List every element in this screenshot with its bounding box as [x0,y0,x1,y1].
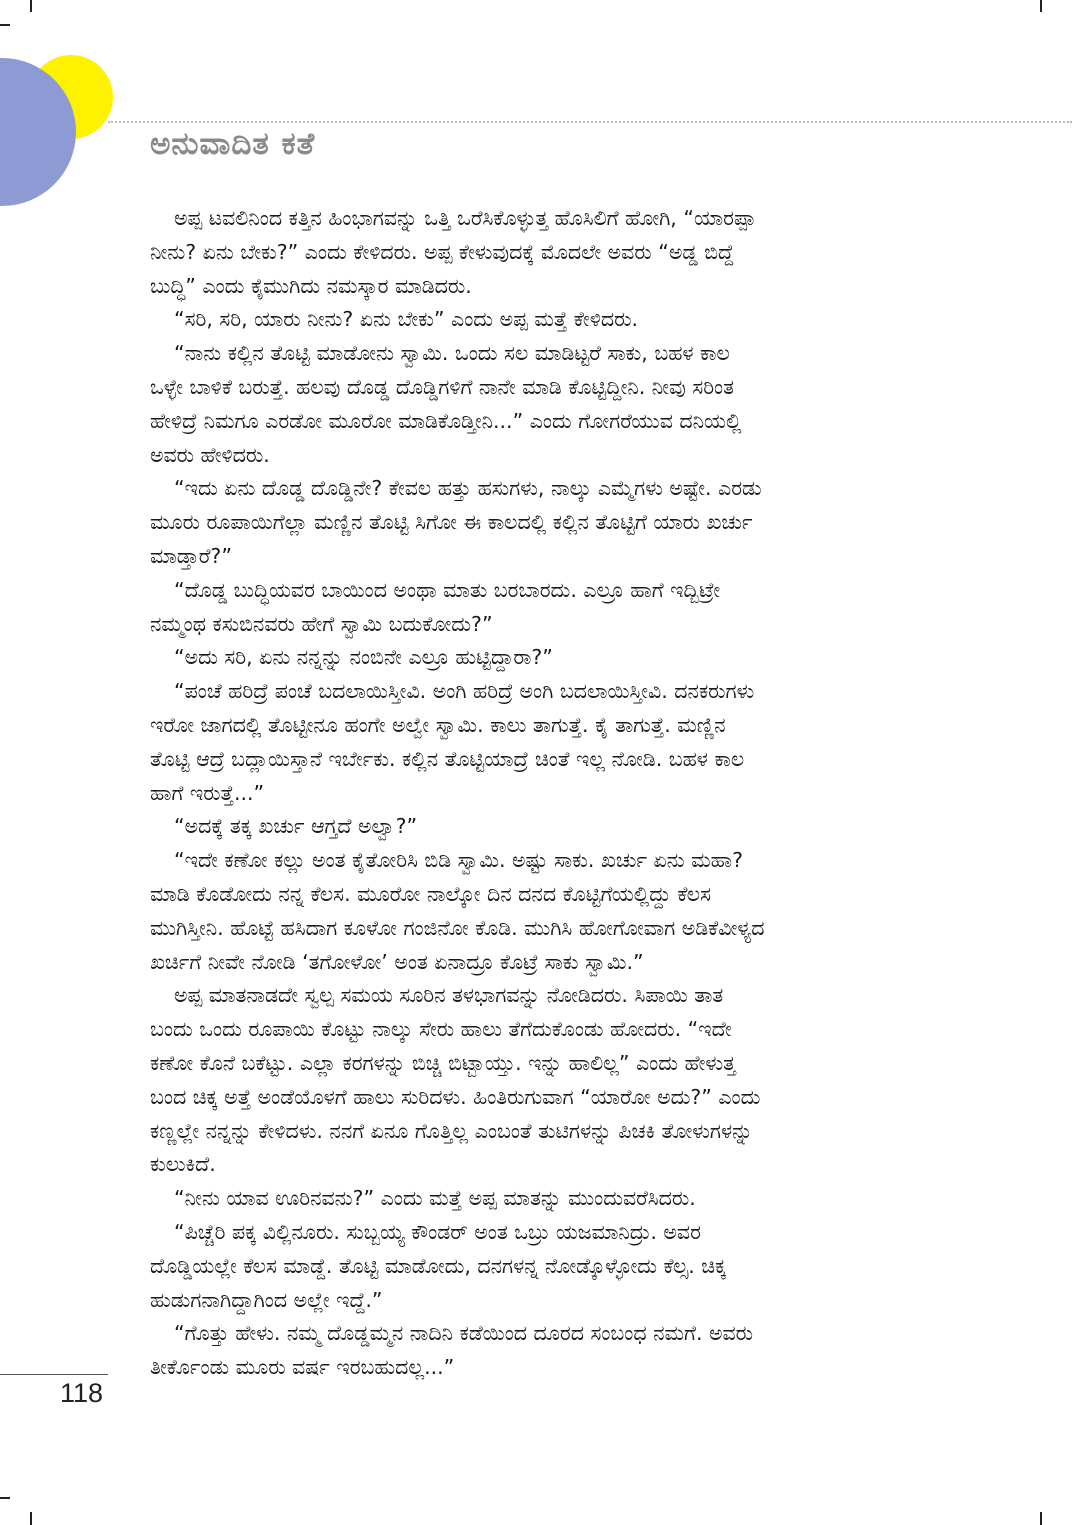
text-line: ತೊಟ್ಟಿ ಆದ್ರೆ ಬದ್ಲಾಯಿಸ್ತಾನೆ ಇರ್ಬೇಕು. ಕಲ್ಲಿನ ತೊಟ್ಟಿಯಾದ್ರೆ ಚಿಂತೆ ಇಲ್ಲ ನೋಡಿ. ಬಹಳ ಕಾಲ [150,746,745,771]
text-line: “ಅದು ಸರಿ, ಏನು ನನ್ನನ್ನು ನಂಬಿನೇ ಎಲ್ರೂ ಹುಟ್ಟಿದ್ದಾರಾ?” [174,645,553,670]
text-line: ಕಣೋ ಕೊನೆ ಬಕೆಟ್ಟು. ಎಲ್ಲಾ ಕರಗಳನ್ನು ಬಿಚ್ಚಿ ಬಿಟ್ಬಾಯ್ತು. ಇನ್ನು ಹಾಲಿಲ್ಲ” ಎಂದು ಹೇಳುತ್ತ [150,1050,736,1075]
text-line: ಅಪ್ಪ ಟವಲಿನಿಂದ ಕತ್ತಿನ ಹಿಂಭಾಗವನ್ನು ಒತ್ತಿ ಒರೆಸಿಕೊಳ್ಳುತ್ತ ಹೊಸಿಲಿಗೆ ಹೋಗಿ, “ಯಾರಪ್ಪಾ [174,206,756,230]
text-line: “ಸರಿ, ಸರಿ, ಯಾರು ನೀನು? ಏನು ಬೇಕು” ಎಂದು ಅಪ್ಪ ಮತ್ತೆ ಕೇಳಿದರು. [174,307,639,332]
text-line: ಬುದ್ಧಿ” ಎಂದು ಕೈಮುಗಿದು ನಮಸ್ಕಾರ ಮಾಡಿದರು. [150,273,472,298]
text-line: ಮುಗಿಸ್ತೀನಿ. ಹೊಟ್ಟೆ ಹಸಿದಾಗ ಕೂಳೋ ಗಂಜಿನೋ ಕೊಡಿ. ಮುಗಿಸಿ ಹೋಗೋವಾಗ ಅಡಿಕೆವೀಳ್ಯದ [150,915,765,940]
text-line: ಹುಡುಗನಾಗಿದ್ದಾಗಿಂದ ಅಲ್ಲೇ ಇದ್ದೆ.” [150,1287,383,1312]
crop-mark-top-right [1040,0,1042,12]
section-title: ಅನುವಾದಿತ ಕತೆ [150,126,316,162]
text-line: ಒಳ್ಳೇ ಬಾಳಿಕೆ ಬರುತ್ತೆ. ಹಲವು ದೊಡ್ಡ ದೊಡ್ಡಿಗಳಿಗೆ ನಾನೇ ಮಾಡಿ ಕೊಟ್ಟಿದ್ದೀನಿ. ನೀವು ಸರಿಂತ [150,374,734,399]
text-line: ನೀನು? ಏನು ಬೇಕು?” ಎಂದು ಕೇಳಿದರು. ಅಪ್ಪ ಕೇಳುವುದಕ್ಕೆ ಮೊದಲೇ ಅವರು “ಅಡ್ಡ ಬಿದ್ದೆ [150,239,734,264]
text-line: “ಗೊತ್ತು ಹೇಳು. ನಮ್ಮ ದೊಡ್ಡಮ್ಮನ ನಾದಿನಿ ಕಡೆಯಿಂದ ದೂರದ ಸಂಬಂಧ ನಮಗೆ. ಅವರು [174,1321,754,1346]
text-line: ಅವರು ಹೇಳಿದರು. [150,442,270,467]
text-line: “ಪಂಚೆ ಹರಿದ್ರೆ ಪಂಚೆ ಬದಲಾಯಿಸ್ತೀವಿ. ಅಂಗಿ ಹರಿದ್ರೆ ಅಂಗಿ ಬದಲಾಯಿಸ್ತೀವಿ. ದನಕರುಗಳು [174,679,755,704]
text-line: ನಮ್ಮಂಥ ಕಸುಬಿನವರು ಹೇಗೆ ಸ್ವಾಮಿ ಬದುಕೋದು?” [150,611,493,636]
text-line: “ಇದೇ ಕಣೋ ಕಲ್ಲು ಅಂತ ಕೈತೋರಿಸಿ ಬಿಡಿ ಸ್ವಾಮಿ. ಅಷ್ಟು ಸಾಕು. ಖರ್ಚು ಏನು ಮಹಾ? [174,848,743,873]
text-line: “ಪಿಚ್ಚೆರಿ ಪಕ್ಕ ವಿಲ್ಲಿನೂರು. ಸುಬ್ಬಯ್ಯ ಕೌಂಡರ್ ಅಂತ ಒಬ್ರು ಯಜಮಾನಿದ್ರು. ಅವರ [174,1219,701,1244]
text-line: ಬಂದು ಒಂದು ರೂಪಾಯಿ ಕೊಟ್ಟು ನಾಲ್ಕು ಸೇರು ಹಾಲು ತೆಗೆದುಕೊಂಡು ಹೋದರು. “ಇದೇ [150,1017,732,1042]
text-line: ಕುಲುಕಿದೆ. [150,1152,216,1177]
text-line: “ನಾನು ಕಲ್ಲಿನ ತೊಟ್ಟಿ ಮಾಡೋನು ಸ್ವಾಮಿ. ಒಂದು ಸಲ ಮಾಡಿಟ್ಟರೆ ಸಾಕು, ಬಹಳ ಕಾಲ [174,341,730,366]
text-line: ಇರೋ ಜಾಗದಲ್ಲಿ ತೊಟ್ಟೀನೂ ಹಂಗೇ ಅಲ್ವೇ ಸ್ವಾಮಿ. ಕಾಲು ತಾಗುತ್ತೆ. ಕೈ ತಾಗುತ್ತೆ. ಮಣ್ಣಿನ [150,712,726,737]
footer-rule [0,1374,108,1375]
text-line: ಮಾಡಿ ಕೊಡೋದು ನನ್ನ ಕೆಲಸ. ಮೂರೋ ನಾಲ್ಕೋ ದಿನ ದನದ ಕೊಟ್ಟಿಗೆಯಲ್ಲಿದ್ದು ಕೆಲಸ [150,881,711,906]
text-line: ತೀರ್ಕೊಂಡು ಮೂರು ವರ್ಷ ಇರಬಹುದಲ್ಲ...” [150,1355,455,1380]
text-line: ಮಾಡ್ತಾರೆ?” [150,543,232,568]
text-line: ಹಾಗೆ ಇರುತ್ತೆ...” [150,780,265,805]
page-number: 118 [60,1378,104,1408]
crop-mark-bottom-left [30,1512,32,1525]
text-line: ಮೂರು ರೂಪಾಯಿಗೆಲ್ಲಾ ಮಣ್ಣಿನ ತೊಟ್ಟಿ ಸಿಗೋ ಈ ಕಾಲದಲ್ಲಿ ಕಲ್ಲಿನ ತೊಟ್ಟಿಗೆ ಯಾರು ಖರ್ಚು [150,510,753,535]
text-line: “ದೊಡ್ಡ ಬುದ್ಧಿಯವರ ಬಾಯಿಂದ ಅಂಥಾ ಮಾತು ಬರಬಾರದು. ಎಲ್ರೂ ಹಾಗೆ ಇದ್ಬಿಟ್ರೇ [174,577,721,602]
story-body [150,202,950,1385]
text-line: ಕಣ್ಣಲ್ಲೇ ನನ್ನನ್ನು ಕೇಳಿದಳು. ನನಗೆ ಏನೂ ಗೊತ್ತಿಲ್ಲ ಎಂಬಂತೆ ತುಟಿಗಳನ್ನು ಪಿಚಕಿ ತೋಳುಗಳನ್ನು [150,1118,753,1143]
text-line: ಹೇಳಿದ್ರೆ ನಿಮಗೂ ಎರಡೋ ಮೂರೋ ಮಾಡಿಕೊಡ್ತೀನಿ...” ಎಂದು ಗೋಗರೆಯುವ ದನಿಯಲ್ಲಿ [150,408,742,433]
text-line: ಖರ್ಚಿಗೆ ನೀವೇ ನೋಡಿ ‘ತಗೋಳೋ’ ಅಂತ ಏನಾದ್ರೂ ಕೊಟ್ರೆ ಸಾಕು ಸ್ವಾಮಿ.” [150,949,644,974]
crop-mark-bottom-right [1040,1512,1042,1525]
text-line: “ಅದಕ್ಕೆ ತಕ್ಕ ಖರ್ಚು ಆಗ್ತದೆ ಅಲ್ವಾ?” [174,814,418,839]
crop-mark-bottom-left-side [0,1497,10,1499]
header-dotted-rule [108,121,1072,123]
decorative-circles [0,0,140,220]
text-line: ಅಪ್ಪ ಮಾತನಾಡದೇ ಸ್ವಲ್ಪ ಸಮಯ ಸೂರಿನ ತಳಭಾಗವನ್ನು ನೋಡಿದರು. ಸಿಪಾಯಿ ತಾತ [174,983,724,1008]
text-line: ಬಂದ ಚಿಕ್ಕ ಅತ್ತೆ ಅಂಡೆಯೊಳಗೆ ಹಾಲು ಸುರಿದಳು. ಹಿಂತಿರುಗುವಾಗ “ಯಾರೋ ಅದು?” ಎಂದು [150,1084,761,1109]
text-line: “ನೀನು ಯಾವ ಊರಿನವನು?” ಎಂದು ಮತ್ತೆ ಅಪ್ಪ ಮಾತನ್ನು ಮುಂದುವರೆಸಿದರು. [174,1186,696,1211]
text-line: ದೊಡ್ಡಿಯಲ್ಲೇ ಕೆಲಸ ಮಾಡ್ದೆ. ತೊಟ್ಟಿ ಮಾಡೋದು, ದನಗಳನ್ನ ನೋಡ್ಕೊಳ್ಳೋದು ಕೆಲ್ಸ. ಚಿಕ್ಕ [150,1253,727,1278]
text-line: “ಇದು ಏನು ದೊಡ್ಡ ದೊಡ್ಡಿನೇ? ಕೇವಲ ಹತ್ತು ಹಸುಗಳು, ನಾಲ್ಕು ಎಮ್ಮೆಗಳು ಅಷ್ಟೇ. ಎರಡು [174,476,762,501]
